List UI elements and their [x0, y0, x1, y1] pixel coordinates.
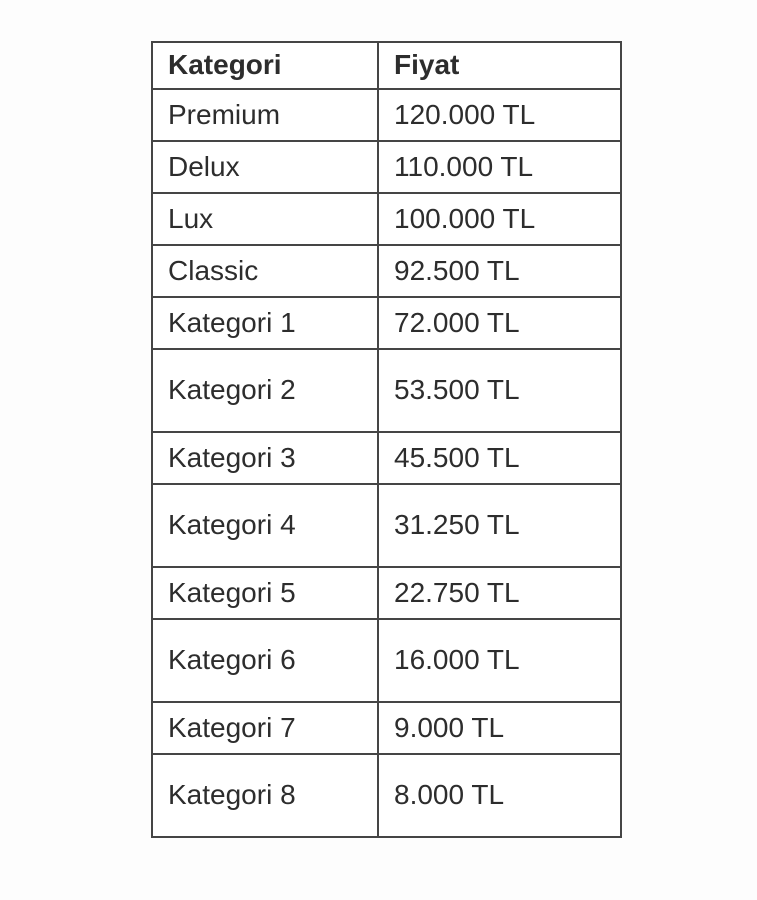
column-header-kategori: Kategori — [152, 42, 378, 89]
table-row-kategori-1 — [152, 297, 621, 349]
price-cell: 100.000 TL — [378, 193, 621, 245]
category-cell: Kategori 2 — [152, 349, 378, 432]
price-cell: 22.750 TL — [378, 567, 621, 619]
category-cell: Kategori 8 — [152, 754, 378, 837]
category-cell: Premium — [152, 89, 378, 141]
price-cell: 53.500 TL — [378, 349, 621, 432]
table-row-lux — [152, 193, 621, 245]
price-cell: 72.000 TL — [378, 297, 621, 349]
table-row-kategori-8 — [152, 754, 621, 837]
price-cell: 8.000 TL — [378, 754, 621, 837]
category-cell: Lux — [152, 193, 378, 245]
table-row-delux — [152, 141, 621, 193]
category-cell: Kategori 1 — [152, 297, 378, 349]
table-header-row — [152, 42, 621, 89]
price-cell: 31.250 TL — [378, 484, 621, 567]
table-row-kategori-4 — [152, 484, 621, 567]
table-row-kategori-6 — [152, 619, 621, 702]
table-row-kategori-3 — [152, 432, 621, 484]
category-cell: Kategori 6 — [152, 619, 378, 702]
table-row-kategori-2 — [152, 349, 621, 432]
table-row-kategori-5 — [152, 567, 621, 619]
category-cell: Classic — [152, 245, 378, 297]
price-cell: 110.000 TL — [378, 141, 621, 193]
category-cell: Kategori 5 — [152, 567, 378, 619]
category-cell: Kategori 7 — [152, 702, 378, 754]
price-cell: 92.500 TL — [378, 245, 621, 297]
price-cell: 9.000 TL — [378, 702, 621, 754]
price-cell: 120.000 TL — [378, 89, 621, 141]
column-header-fiyat: Fiyat — [378, 42, 621, 89]
category-cell: Delux — [152, 141, 378, 193]
table-row-classic — [152, 245, 621, 297]
table-row-premium — [152, 89, 621, 141]
price-cell: 16.000 TL — [378, 619, 621, 702]
price-cell: 45.500 TL — [378, 432, 621, 484]
category-cell: Kategori 3 — [152, 432, 378, 484]
price-table — [151, 41, 622, 838]
category-cell: Kategori 4 — [152, 484, 378, 567]
table-row-kategori-7 — [152, 702, 621, 754]
